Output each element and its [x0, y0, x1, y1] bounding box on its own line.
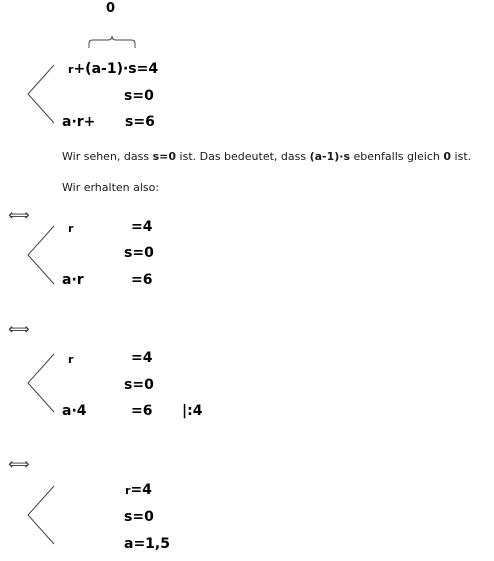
system-bracket-icon — [27, 225, 57, 285]
overbrace-value: 0 — [106, 1, 116, 16]
equation-rest: +(a-1)·s=4 — [73, 61, 159, 77]
variable-r: r — [125, 484, 131, 497]
system3-equation3-rhs: =6 — [131, 403, 153, 419]
system4-equation2: s=0 — [124, 509, 154, 525]
variable-r: r — [68, 63, 74, 76]
row-operation: |:4 — [182, 403, 203, 419]
system2-equation3-rhs: =6 — [131, 272, 153, 288]
overbrace-icon — [88, 35, 136, 49]
system-bracket-icon — [27, 353, 57, 413]
system3-equation1-rhs: =4 — [131, 350, 153, 366]
system2-equation1-rhs: =4 — [131, 219, 153, 235]
conclusion-text: Wir erhalten also: — [62, 181, 160, 194]
system4-equation1 — [125, 482, 152, 499]
explanation-sentence: Wir sehen, dass s=0 ist. Das bedeutet, dass (a-1)·s ebenfalls gleich 0 ist. — [62, 150, 472, 163]
system1-equation1 — [68, 61, 158, 78]
system1-equation3-left: a·r+ — [62, 114, 96, 130]
equivalence-icon: ⟺ — [8, 320, 30, 338]
system2-equation3-left: a·r — [62, 272, 84, 288]
equivalence-icon: ⟺ — [8, 206, 30, 224]
system2-equation2: s=0 — [124, 245, 154, 261]
system1-equation2: s=0 — [124, 88, 154, 104]
system1-equation3-right: s=6 — [125, 114, 155, 130]
system-bracket-icon — [27, 485, 57, 545]
system4-equation3: a=1,5 — [124, 536, 170, 552]
equivalence-icon: ⟺ — [8, 455, 30, 473]
system3-equation2: s=0 — [124, 377, 154, 393]
variable-r: r — [68, 222, 74, 235]
equation-rhs: =4 — [130, 482, 152, 498]
system-bracket-icon — [27, 64, 57, 124]
variable-r: r — [68, 353, 74, 366]
system3-equation3-left: a·4 — [62, 403, 87, 419]
